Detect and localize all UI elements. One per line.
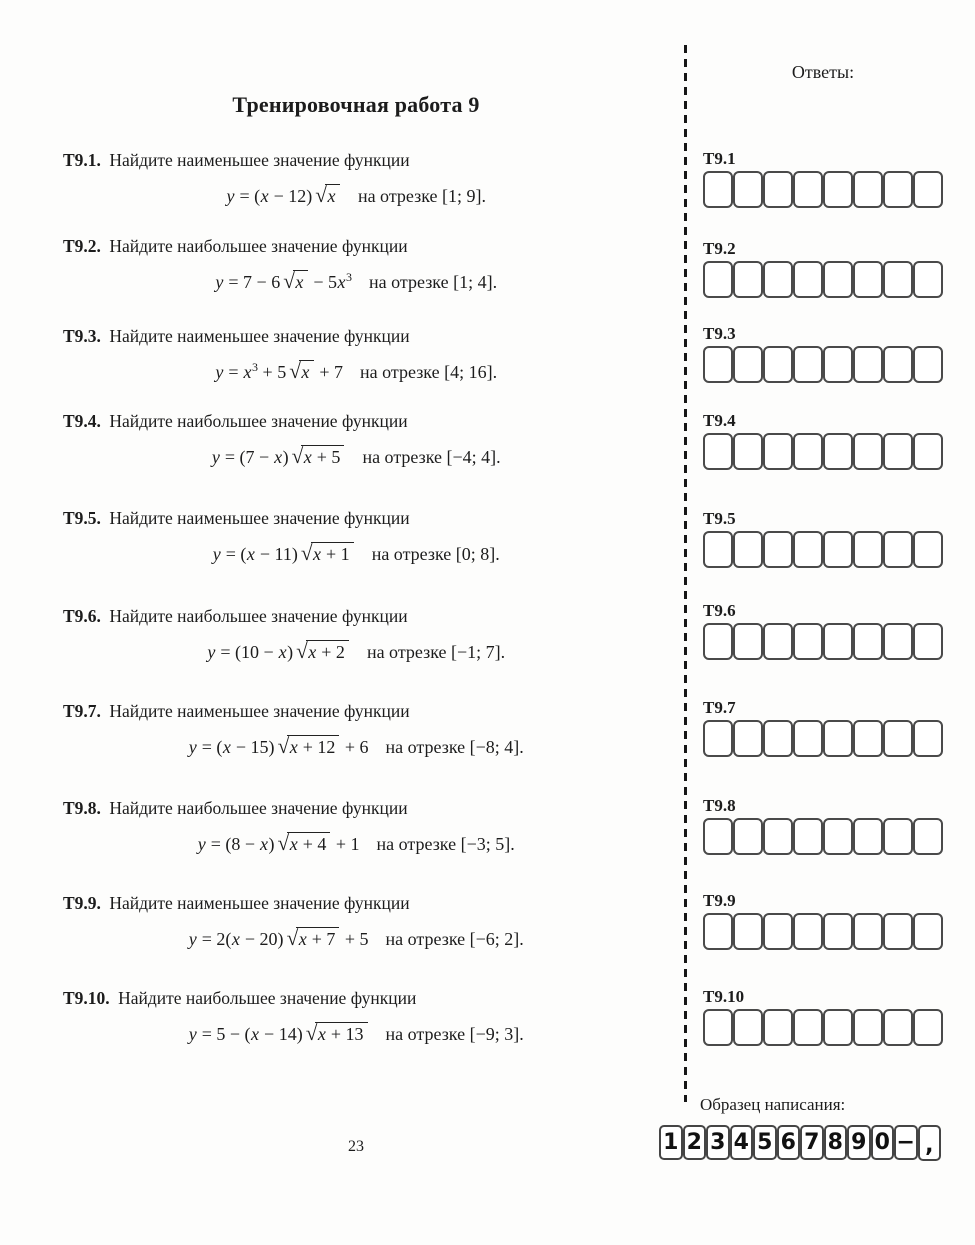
answer-group (703, 240, 947, 298)
answer-cell[interactable] (913, 433, 943, 470)
answer-cell[interactable] (853, 346, 883, 383)
answer-cell[interactable] (793, 913, 823, 950)
problem-number: Т9.6. (63, 606, 101, 626)
problem-number: Т9.9. (63, 893, 101, 913)
answer-cell[interactable] (823, 913, 853, 950)
answer-cell[interactable] (883, 433, 913, 470)
answer-cell[interactable] (853, 623, 883, 660)
answer-cell[interactable] (703, 171, 733, 208)
answer-cell[interactable] (913, 261, 943, 298)
answer-label: Т9.5 (703, 509, 736, 528)
answer-cell[interactable] (703, 261, 733, 298)
answer-cell[interactable] (853, 531, 883, 568)
problem-number: Т9.7. (63, 701, 101, 721)
answer-label: Т9.3 (703, 324, 736, 343)
answer-cell[interactable] (703, 531, 733, 568)
answer-cell[interactable] (793, 261, 823, 298)
answer-cell[interactable] (703, 720, 733, 757)
problem-text: Найдите наибольшее значение функции (104, 236, 408, 256)
answer-cell[interactable] (733, 1009, 763, 1046)
problem-formula: y = 2(x − 20) √x + 7 + 5 (188, 926, 369, 950)
problem-interval: на отрезке [−6; 2]. (385, 929, 524, 949)
answer-group (703, 325, 947, 383)
problem-statement (63, 410, 649, 433)
answer-cell[interactable] (913, 531, 943, 568)
problem-formula: y = (x − 11) √x + 1 (212, 544, 354, 564)
answer-cell[interactable] (793, 433, 823, 470)
answer-cell[interactable] (733, 171, 763, 208)
answer-cell[interactable] (763, 623, 793, 660)
answer-cell[interactable] (763, 261, 793, 298)
answer-group (703, 699, 947, 757)
answer-label: Т9.2 (703, 239, 736, 258)
answer-cell[interactable] (883, 346, 913, 383)
answer-cell[interactable] (883, 623, 913, 660)
answer-cell[interactable] (763, 346, 793, 383)
answer-cell[interactable] (793, 531, 823, 568)
answer-cell[interactable] (703, 1009, 733, 1046)
answer-cell[interactable] (913, 346, 943, 383)
sqrt-radical: √x + 2 (296, 642, 349, 662)
answer-cell[interactable] (733, 818, 763, 855)
problem-formula: y = (x − 15) √x + 12 + 6 (188, 734, 369, 758)
problem-statement (63, 507, 649, 530)
answer-cell[interactable] (823, 531, 853, 568)
answer-cell[interactable] (733, 913, 763, 950)
answer-cell[interactable] (733, 531, 763, 568)
problem-interval: на отрезке [−9; 3]. (385, 1024, 524, 1044)
answer-label: Т9.8 (703, 796, 736, 815)
answer-boxes (703, 346, 947, 383)
answer-boxes (703, 261, 947, 298)
answer-boxes (703, 623, 947, 660)
answer-group (703, 602, 947, 660)
answer-group (703, 510, 947, 568)
answer-cell[interactable] (913, 1009, 943, 1046)
problem-text: Найдите наименьшее значение функции (104, 508, 410, 528)
problem-formula: y = 7 − 6 $√x - 5x^3$ (215, 269, 353, 293)
answer-group (703, 412, 947, 470)
problem-number: Т9.1. (63, 150, 101, 170)
sample-char-cell: 9 (847, 1125, 871, 1160)
answer-cell[interactable] (823, 171, 853, 208)
answer-cell[interactable] (883, 1009, 913, 1046)
sample-char-cell: 7 (800, 1125, 824, 1160)
problem-interval: на отрезке [0; 8]. (371, 544, 500, 564)
answer-boxes (703, 720, 947, 757)
problem-statement (63, 797, 649, 820)
problem-formula: $y = x^3 + 5$ √x + 7 (215, 359, 344, 383)
problem-formula: y = (10 − x) √x + 2 (207, 642, 350, 662)
answer-cell[interactable] (763, 818, 793, 855)
answer-cell[interactable] (763, 1009, 793, 1046)
answer-label: Т9.10 (703, 987, 745, 1006)
sample-label: Образец написания: (700, 1095, 846, 1114)
answer-cell[interactable] (763, 913, 793, 950)
answer-cell[interactable] (703, 913, 733, 950)
answer-cell[interactable] (763, 171, 793, 208)
problem-formula: y = 5 − (x − 14) √x + 13 (188, 1024, 368, 1044)
answer-cell[interactable] (913, 913, 943, 950)
problem-statement (63, 235, 649, 258)
answer-label: Т9.1 (703, 149, 736, 168)
answer-cell[interactable] (733, 433, 763, 470)
problem-interval: на отрезке [−1; 7]. (366, 642, 506, 662)
problem-interval: на отрезке [−4; 4]. (362, 447, 501, 467)
answer-cell[interactable] (883, 720, 913, 757)
problem (63, 797, 649, 856)
answer-label: Т9.9 (703, 891, 736, 910)
answer-cell[interactable] (793, 346, 823, 383)
problem (63, 149, 649, 208)
problem-number: Т9.4. (63, 411, 101, 431)
answer-cell[interactable] (823, 1009, 853, 1046)
problem (63, 892, 649, 951)
problem-text: Найдите наибольшее значение функции (113, 988, 417, 1008)
problem-interval: на отрезке [1; 9]. (357, 186, 487, 206)
problem-formula: y = (7 − x) √x + 5 (211, 447, 345, 467)
problem-text: Найдите наибольшее значение функции (104, 411, 408, 431)
sample-char-cell: 1 (659, 1125, 683, 1160)
answer-cell[interactable] (883, 171, 913, 208)
answer-label: Т9.6 (703, 601, 736, 620)
problem-statement (63, 700, 649, 723)
sample-char-cell: 6 (777, 1125, 801, 1160)
answer-group (703, 988, 947, 1046)
answer-cell[interactable] (733, 261, 763, 298)
answer-cell[interactable] (733, 346, 763, 383)
sample-char-cell: 5 (753, 1125, 777, 1160)
answer-cell[interactable] (883, 818, 913, 855)
answer-label: Т9.4 (703, 411, 736, 430)
answer-cell[interactable] (853, 818, 883, 855)
problem-text: Найдите наибольшее значение функции (104, 606, 408, 626)
answer-cell[interactable] (883, 913, 913, 950)
answer-cell[interactable] (733, 720, 763, 757)
answer-cell[interactable] (763, 531, 793, 568)
problem-statement (63, 892, 649, 915)
answer-boxes (703, 1009, 947, 1046)
answer-cell[interactable] (823, 261, 853, 298)
answer-group (703, 797, 947, 855)
sqrt-radical: √x + 13 (306, 1024, 368, 1044)
answer-cell[interactable] (853, 720, 883, 757)
answer-cell[interactable] (703, 818, 733, 855)
cut-line (684, 45, 687, 1102)
sample-char-cell: 0 (871, 1125, 895, 1160)
answer-boxes (703, 913, 947, 950)
problem-text: Найдите наименьшее значение функции (104, 701, 410, 721)
answer-cell[interactable] (793, 818, 823, 855)
answer-cell[interactable] (913, 720, 943, 757)
problem (63, 325, 649, 384)
answer-group (703, 150, 947, 208)
problem-statement (63, 987, 649, 1010)
problem (63, 987, 649, 1046)
sqrt-radical: √x + 7 (287, 929, 340, 949)
sqrt-radical: √x (283, 272, 308, 292)
answer-boxes (703, 433, 947, 470)
problem-interval: на отрезке [1; 4]. (369, 272, 498, 292)
sqrt-radical: √x + 5 (292, 447, 345, 467)
answer-cell[interactable] (823, 623, 853, 660)
sample-char-cell: − (894, 1125, 918, 1160)
sample-char-cell: 2 (683, 1125, 707, 1160)
problem (63, 507, 649, 566)
problem (63, 605, 649, 664)
sqrt-radical: √x (315, 186, 340, 206)
answer-cell[interactable] (853, 171, 883, 208)
answer-label: Т9.7 (703, 698, 736, 717)
answer-cell[interactable] (703, 623, 733, 660)
problem-statement (63, 149, 649, 172)
problem-number: Т9.3. (63, 326, 101, 346)
answer-cell[interactable] (823, 346, 853, 383)
problem (63, 700, 649, 759)
sqrt-radical: √x + 1 (301, 544, 354, 564)
answer-cell[interactable] (853, 1009, 883, 1046)
answer-cell[interactable] (823, 720, 853, 757)
sample-char-cell: 8 (824, 1125, 848, 1160)
answer-cell[interactable] (793, 623, 823, 660)
answer-boxes (703, 818, 947, 855)
answer-cell[interactable] (703, 346, 733, 383)
sqrt-radical: √x + 4 (278, 834, 331, 854)
page-title: Тренировочная работа 9 (232, 92, 480, 117)
answer-cell[interactable] (883, 531, 913, 568)
problem-text: Найдите наименьшее значение функции (104, 150, 410, 170)
answer-cell[interactable] (793, 171, 823, 208)
page-number: 23 (348, 1138, 364, 1155)
answer-boxes (703, 171, 947, 208)
answer-cell[interactable] (823, 818, 853, 855)
problem-formula: y = (x − 12) √x (226, 186, 341, 206)
problem-number: Т9.10. (63, 988, 110, 1008)
problem-text: Найдите наименьшее значение функции (104, 326, 410, 346)
answer-cell[interactable] (913, 623, 943, 660)
problem-number: Т9.5. (63, 508, 101, 528)
answer-cell[interactable] (883, 261, 913, 298)
problem-interval: на отрезке [4; 16]. (360, 362, 498, 382)
answer-group (703, 892, 947, 950)
problem-text: Найдите наибольшее значение функции (104, 798, 408, 818)
sample-row (659, 1125, 941, 1161)
answer-cell[interactable] (913, 818, 943, 855)
problem-interval: на отрезке [−8; 4]. (385, 737, 524, 757)
problem (63, 410, 649, 469)
answer-cell[interactable] (853, 433, 883, 470)
sample-char-cell: 3 (706, 1125, 730, 1160)
problem-number: Т9.2. (63, 236, 101, 256)
answers-header: Ответы: (791, 62, 855, 82)
sample-char-cell: , (918, 1125, 942, 1161)
answer-cell[interactable] (793, 720, 823, 757)
answer-cell[interactable] (853, 261, 883, 298)
answer-cell[interactable] (853, 913, 883, 950)
problem-interval: на отрезке [−3; 5]. (376, 834, 515, 854)
problem-statement (63, 325, 649, 348)
answer-cell[interactable] (733, 623, 763, 660)
answer-cell[interactable] (793, 1009, 823, 1046)
sqrt-radical: √x (289, 362, 314, 382)
problem-statement (63, 605, 649, 628)
problem-number: Т9.8. (63, 798, 101, 818)
answer-cell[interactable] (913, 171, 943, 208)
answer-cell[interactable] (763, 720, 793, 757)
sample-char-cell: 4 (730, 1125, 754, 1160)
answer-boxes (703, 531, 947, 568)
problem-formula: y = (8 − x) √x + 4 + 1 (197, 831, 360, 855)
problem-text: Найдите наименьшее значение функции (104, 893, 410, 913)
answer-cell[interactable] (823, 433, 853, 470)
answer-cell[interactable] (763, 433, 793, 470)
answer-cell[interactable] (703, 433, 733, 470)
sqrt-radical: √x + 12 (278, 737, 340, 757)
problem (63, 235, 649, 294)
